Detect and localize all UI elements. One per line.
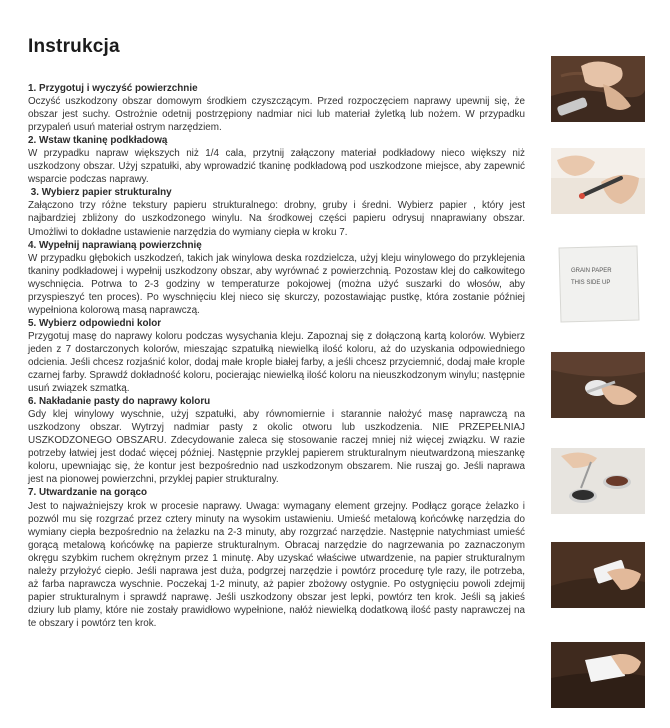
section-body: W przypadku napraw większych niż 1/4 cala, przytnij załączony materiał podkładowy nieco większy niż uszkodzony obszar. Użyj szpatułki, aby wprowadzić tkaninę podkładową pod uszkodzone miejsce, aby zapewnić wsparcie podczas naprawy. — [28, 148, 525, 186]
section-body: W przypadku głębokich uszkodzeń, takich jak winylowa deska rozdzielcza, użyj kleju winylowego do przyklejenia tkaniny podkładowej i wypełnij uszkodzony obszar, aby wyrównać z powierzchnią. Pozostaw klej do całkowitego wyschnięcia. Potrwa to 2-3 godziny w temperaturze pokojowej (można użyć suszarki do włosów, aby przyspieszyć ten proces). Po wyschnięciu klej nieco się skurczy, pozostawiając pustkę, która zostanie później wypełniona kolorową masą naprawczą. — [28, 252, 525, 316]
page-title: Instrukcja — [28, 36, 120, 57]
photo-grain-paper — [551, 240, 645, 328]
section-heading: 6. Nakładanie pasty do naprawy koloru — [28, 396, 211, 408]
instructions-content — [28, 82, 525, 630]
section-step-7 — [28, 486, 525, 630]
section-heading: 2. Wstaw tkaninę podkładową — [28, 135, 168, 147]
paper-label-line2: THIS SIDE UP — [571, 280, 611, 286]
section-heading: 4. Wypełnij naprawianą powierzchnię — [28, 239, 202, 251]
section-body: Przygotuj masę do naprawy koloru podczas wysychania kleju. Zapoznaj się z dołączoną kartą kolorów. Wybierz jeden z 7 dostarczonych kolorów, mieszając szpatułką niewielką ilość koloru, aż do uzyskania odpowiedniego odcienia. Jeśli chcesz rozjaśnić kolor, dodaj małe krople białej farby, a jeśli chcesz przyciemnić, dodaj małe krople czarnej farby. Sprawdź dokładność koloru, pocierając niewielką ilość koloru na nieuszkodzonym winylu; następnie usuń związek szmatką. — [28, 330, 525, 395]
section-body: Jest to najważniejszy krok w procesie naprawy. Uwaga: wymagany element grzejny. Podłącz gorące żelazko i pozwól mu się rozgrzać przez cztery minuty na wysokim ustawieniu. Umieść metalową końcówkę narzędzia do wymiany ciepła bezpośrednio na żelazku na 2-3 minuty, aby rozgrzać narzędzie. Następnie natychmiast umieść gorącą metalową końcówkę na papierze strukturalnym. Obracaj narzędzie do nagrzewania po zaznaczonym okręgu szybkim ruchem okrężnym przez 1 minutę. Aby uzyskać właściwe utwardzenie, na papier strukturalnym należy przyłożyć ciepło. Jeśli naprawa jest duża, podgrzej narzędzie i powtórz procedurę tyle razy, ile potrzeba, aż farba naprawcza wyschnie. Poczekaj 1-2 minuty, aż papier zbożowy ostygnie. Po ostygnięciu powoli zdejmij papier strukturalnym i sprawdź naprawę. Jeśli uszkodzony obszar jest lepki, powtórz ten krok. Jeśli są jakieś dziury lub plamy, które nie zostały prawidłowo wypełnione, nałóż niewielką dodatkową ilość pasty naprawczej na te obszary i powtórz ten krok. — [28, 500, 525, 629]
section-heading: 1. Przygotuj i wyczyść powierzchnie — [28, 83, 198, 94]
photo-color-mix — [551, 352, 645, 418]
section-heading: 5. Wybierz odpowiedni kolor — [28, 317, 162, 329]
section-step-5 — [28, 317, 525, 395]
section-heading: 7. Utwardzanie na gorąco — [28, 487, 148, 499]
section-body: Gdy klej winylowy wyschnie, użyj szpatułki, aby równomiernie i starannie nałożyć masę naprawczą na uszkodzony obszar. Wytrzyj nadmiar pasty z okolic otworu lub uszkodzenia. NIE PRZEPEŁNIAJ USZKODZONEGO OBSZARU. Zdecydowanie zaleca się stosowanie raczej mniej niż więcej związku. W razie potrzeby łatwiej jest dodać więcej później. Następnie przyklej papierem strukturalnym nieutwardzoną mieszankę koloru, upewniając się, że kontur jest bezpośrednio nad uszkodzonym obszarem. Nie ruszaj go. Jeśli naprawa jest na pionowej powierzchni, przyklej papier strukturalny. — [28, 409, 525, 486]
section-step-4 — [28, 239, 525, 317]
photo-paint-pots — [551, 448, 645, 514]
photo-heat-cure — [551, 642, 645, 708]
section-step-1 — [28, 82, 525, 134]
section-body: Załączono trzy różne tekstury papieru strukturalnego: drobny, gruby i średni. Wybierz papier , który jest najbardziej zbliżony do uszkodzonego winylu. Na środkowej części papieru odrysuj nnaprawiany obszar. Umożliwi to dokładne ustawienie narzędzia do wymiany ciepła w kroku 7. — [28, 200, 525, 238]
paper-label-line1: GRAIN PAPER — [571, 268, 612, 274]
section-heading: 3. Wybierz papier strukturalny — [28, 187, 172, 199]
section-body: Oczyść uszkodzony obszar domowym środkiem czyszczącym. Przed rozpoczęciem naprawy upewnij się, że obszar jest suchy. Ostrożnie odetnij postrzępiony nadmiar nici lub materiał żyletką lub nożem. W przypadku przypaleń usuń materiał ostrym narzędziem. — [28, 96, 525, 134]
section-step-3 — [28, 186, 525, 238]
section-step-6 — [28, 395, 525, 486]
photo-backing-fabric — [551, 148, 645, 214]
photo-clean-surface — [551, 56, 645, 122]
section-step-2 — [28, 134, 525, 186]
photo-apply-paste — [551, 542, 645, 608]
